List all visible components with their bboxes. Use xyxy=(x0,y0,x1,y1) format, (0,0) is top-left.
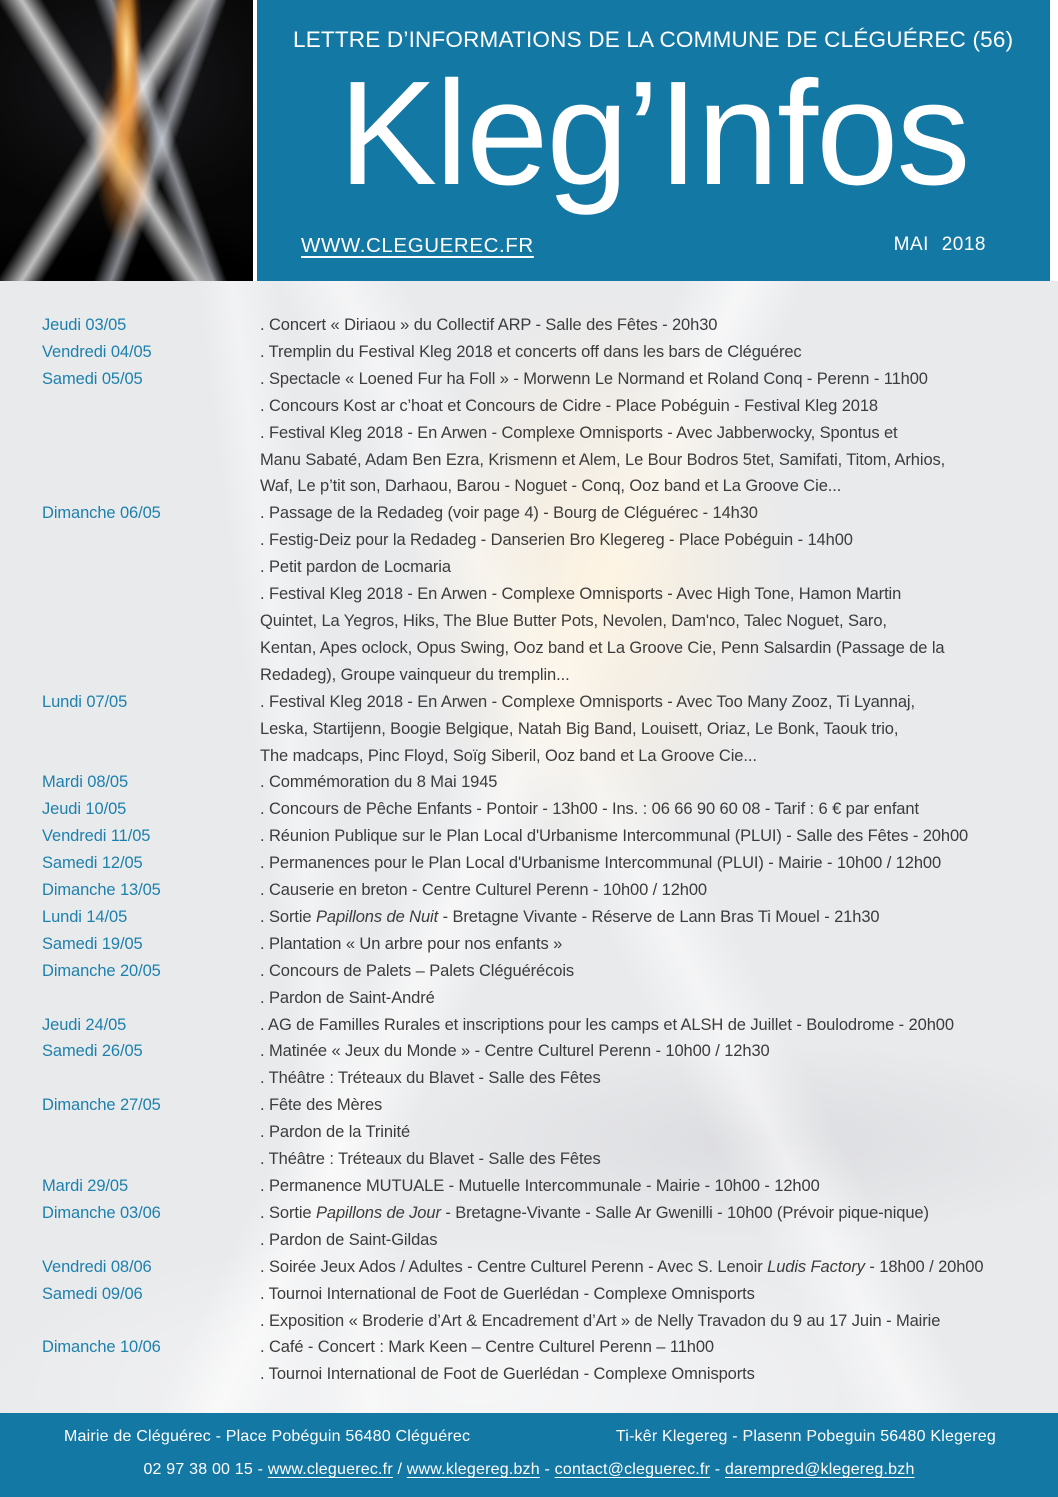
footer-banner xyxy=(0,1413,1058,1497)
event-date xyxy=(42,1361,260,1388)
event-text: Redadeg), Groupe vainqueur du tremplin... xyxy=(260,665,570,684)
event-row xyxy=(42,473,1032,500)
event-date: Dimanche 06/05 xyxy=(42,504,161,523)
event-text: . Commémoration du 8 Mai 1945 xyxy=(260,773,498,792)
event-date: Samedi 19/05 xyxy=(42,934,143,953)
event-row xyxy=(42,420,1032,447)
footer-contact-line: 02 97 38 00 15 - www.cleguerec.fr / www.klegereg.bzh - contact@cleguerec.fr - darempred@klegereg.bzh xyxy=(143,1461,915,1478)
event-row xyxy=(42,1119,1032,1146)
footer-link[interactable]: www.cleguerec.fr xyxy=(267,1461,393,1478)
event-row xyxy=(42,877,1032,904)
event-date: Samedi 26/05 xyxy=(42,1042,143,1061)
event-row xyxy=(42,958,1032,985)
event-text: . Exposition « Broderie d’Art & Encadrement d’Art » de Nelly Travadon du 9 au 17 Juin - Mairie xyxy=(260,1311,941,1330)
event-text: . Matinée « Jeux du Monde » - Centre Culturel Perenn - 10h00 / 12h30 xyxy=(260,1042,770,1061)
header-banner xyxy=(257,0,1050,281)
event-row xyxy=(42,716,1032,743)
event-date xyxy=(42,1119,260,1146)
event-row xyxy=(42,1173,1032,1200)
event-text: . Pardon de la Trinité xyxy=(260,1123,411,1142)
event-text: . Festival Kleg 2018 - En Arwen - Complexe Omnisports - Avec High Tone, Hamon Martin xyxy=(260,585,902,604)
event-row xyxy=(42,904,1032,931)
event-date xyxy=(42,985,260,1012)
event-text: The madcaps, Pinc Floyd, Soïg Siberil, Ooz band et La Groove Cie... xyxy=(260,746,757,765)
event-row xyxy=(42,769,1032,796)
event-date xyxy=(42,743,260,770)
event-text: . Plantation « Un arbre pour nos enfants » xyxy=(260,934,563,953)
event-text: Waf, Le p’tit son, Darhaou, Barou - Noguet - Conq, Ooz band et La Groove Cie... xyxy=(260,477,842,496)
event-row xyxy=(42,985,1032,1012)
event-row xyxy=(42,743,1032,770)
event-row xyxy=(42,1334,1032,1361)
event-row xyxy=(42,823,1032,850)
event-date xyxy=(42,554,260,581)
event-date: Samedi 12/05 xyxy=(42,854,143,873)
footer-link[interactable]: contact@cleguerec.fr xyxy=(554,1461,711,1478)
event-row xyxy=(42,931,1032,958)
event-date xyxy=(42,393,260,420)
event-date xyxy=(42,1308,260,1335)
event-row xyxy=(42,1281,1032,1308)
event-row xyxy=(42,1065,1032,1092)
event-row xyxy=(42,366,1032,393)
event-date: Mardi 08/05 xyxy=(42,773,129,792)
event-text: . Tournoi International de Foot de Guerlédan - Complexe Omnisports xyxy=(260,1365,755,1384)
event-date: Dimanche 03/06 xyxy=(42,1203,161,1222)
event-text: . Permanences pour le Plan Local d'Urbanisme Intercommunal (PLUI) - Mairie - 10h00 / 12h00 xyxy=(260,854,942,873)
event-date xyxy=(42,1146,260,1173)
event-row xyxy=(42,1361,1032,1388)
footer-address-french: Mairie de Cléguérec - Place Pobéguin 56480 Cléguérec xyxy=(64,1428,471,1445)
event-date: Jeudi 03/05 xyxy=(42,316,127,334)
event-row xyxy=(42,1308,1032,1335)
event-text: . Théâtre : Tréteaux du Blavet - Salle des Fêtes xyxy=(260,1069,601,1088)
event-row xyxy=(42,527,1032,554)
event-text: . Café - Concert : Mark Keen – Centre Culturel Perenn – 11h00 xyxy=(260,1338,714,1357)
event-date xyxy=(42,473,260,500)
event-text: . Théâtre : Tréteaux du Blavet - Salle des Fêtes xyxy=(260,1150,601,1169)
event-row xyxy=(42,581,1032,608)
event-text: . Causerie en breton - Centre Culturel Perenn - 10h00 / 12h00 xyxy=(260,881,708,900)
event-date: Mardi 29/05 xyxy=(42,1177,129,1195)
event-text: . Concours Kost ar c’hoat et Concours de Cidre - Place Pobéguin - Festival Kleg 2018 xyxy=(260,396,879,415)
events-list xyxy=(42,312,1032,1388)
event-row xyxy=(42,1254,1032,1281)
event-date xyxy=(42,662,260,689)
event-text: . Soirée Jeux Ados / Adultes - Centre Culturel Perenn - Avec S. Lenoir Ludis Factory - 18h00 / 20h00 xyxy=(260,1257,984,1276)
website-link[interactable]: WWW.CLEGUEREC.FR xyxy=(301,234,534,257)
event-date: Lundi 07/05 xyxy=(42,692,128,711)
event-text: . Réunion Publique sur le Plan Local d'Urbanisme Intercommunal (PLUI) - Salle des Fêtes - 20h00 xyxy=(260,827,969,846)
event-date xyxy=(42,608,260,635)
event-text: . Fête des Mères xyxy=(260,1096,383,1115)
event-text: . AG de Familles Rurales et inscriptions pour les camps et ALSH de Juillet - Boulodrome - 20h00 xyxy=(260,1015,954,1034)
event-date: Jeudi 24/05 xyxy=(42,1015,127,1034)
event-text: . Passage de la Redadeg (voir page 4) - Bourg de Cléguérec - 14h30 xyxy=(260,504,758,523)
concert-photo xyxy=(0,0,253,281)
event-date xyxy=(42,581,260,608)
event-date: Vendredi 04/05 xyxy=(42,342,152,361)
event-row xyxy=(42,339,1032,366)
event-row xyxy=(42,1012,1032,1039)
event-text: . Petit pardon de Locmaria xyxy=(260,558,451,577)
event-date: Dimanche 20/05 xyxy=(42,961,161,980)
event-date xyxy=(42,420,260,447)
footer-address-breton: Ti-kêr Klegereg - Plasenn Pobeguin 56480 Klegereg xyxy=(615,1428,996,1445)
event-row xyxy=(42,312,1032,339)
event-row xyxy=(42,1200,1032,1227)
event-text: Leska, Startijenn, Boogie Belgique, Natah Big Band, Louisett, Oriaz, Le Bonk, Taouk trio, xyxy=(260,719,899,738)
event-text: . Sortie Papillons de Jour - Bretagne-Vivante - Salle Ar Gwenilli - 10h00 (Prévoir pique-nique) xyxy=(260,1203,929,1222)
event-text: . Festig-Deiz pour la Redadeg - Danserien Bro Klegereg - Place Pobéguin - 14h00 xyxy=(260,531,853,550)
event-text: . Spectacle « Loened Fur ha Foll » - Morwenn Le Normand et Roland Conq - Perenn - 11h00 xyxy=(260,369,928,388)
event-date xyxy=(42,527,260,554)
event-row xyxy=(42,447,1032,474)
event-row xyxy=(42,689,1032,716)
newsletter-title: Kleg’Infos xyxy=(338,51,969,216)
event-row xyxy=(42,1092,1032,1119)
event-row xyxy=(42,1038,1032,1065)
event-text: . Pardon de Saint-Gildas xyxy=(260,1230,438,1249)
event-date xyxy=(42,1065,260,1092)
event-date xyxy=(42,635,260,662)
event-row xyxy=(42,500,1032,527)
event-date: Dimanche 27/05 xyxy=(42,1096,161,1115)
event-text: . Festival Kleg 2018 - En Arwen - Complexe Omnisports - Avec Too Many Zooz, Ti Lyannaj, xyxy=(260,692,915,711)
event-text: . Permanence MUTUALE - Mutuelle Intercommunale - Mairie - 10h00 - 12h00 xyxy=(260,1177,820,1195)
event-date xyxy=(42,447,260,474)
newsletter-subtitle: LETTRE D’INFORMATIONS DE LA COMMUNE DE CLÉGUÉREC (56) xyxy=(293,27,1014,52)
event-row xyxy=(42,796,1032,823)
event-text: Quintet, La Yegros, Hiks, The Blue Butter Pots, Nevolen, Dam'nco, Talec Noguet, Saro, xyxy=(260,611,887,630)
event-date: Dimanche 10/06 xyxy=(42,1338,161,1357)
event-text: . Festival Kleg 2018 - En Arwen - Complexe Omnisports - Avec Jabberwocky, Spontus et xyxy=(260,423,898,442)
event-row xyxy=(42,635,1032,662)
event-row xyxy=(42,608,1032,635)
event-date: Lundi 14/05 xyxy=(42,907,128,926)
footer-addresses xyxy=(64,1428,996,1446)
footer-link[interactable]: www.klegereg.bzh xyxy=(406,1461,540,1478)
event-row xyxy=(42,393,1032,420)
event-text: Kentan, Apes oclock, Opus Swing, Ooz band et La Groove Cie, Penn Salsardin (Passage de la xyxy=(260,638,945,657)
event-date: Samedi 09/06 xyxy=(42,1284,143,1303)
event-date xyxy=(42,1227,260,1254)
event-text: . Concert « Diriaou » du Collectif ARP - Salle des Fêtes - 20h30 xyxy=(260,316,718,334)
event-text: . Sortie Papillons de Nuit - Bretagne Vivante - Réserve de Lann Bras Ti Mouel - 21h30 xyxy=(260,907,880,926)
event-row xyxy=(42,554,1032,581)
footer-link[interactable]: darempred@klegereg.bzh xyxy=(724,1461,915,1478)
event-text: . Tournoi International de Foot de Guerlédan - Complexe Omnisports xyxy=(260,1284,755,1303)
event-row xyxy=(42,1146,1032,1173)
event-text: . Concours de Palets – Palets Cléguérécois xyxy=(260,961,575,980)
event-date: Jeudi 10/05 xyxy=(42,800,127,819)
event-text: . Concours de Pêche Enfants - Pontoir - 13h00 - Ins. : 06 66 90 60 08 - Tarif : 6 € par enfant xyxy=(260,800,919,819)
event-text: . Tremplin du Festival Kleg 2018 et concerts off dans les bars de Cléguérec xyxy=(260,342,802,361)
event-row xyxy=(42,1227,1032,1254)
issue-date: MAI 2018 xyxy=(893,234,986,255)
event-text: Manu Sabaté, Adam Ben Ezra, Krismenn et Alem, Le Bour Bodros 5tet, Samifati, Titom, Arhios, xyxy=(260,450,946,469)
event-text: . Pardon de Saint-André xyxy=(260,988,435,1007)
event-date xyxy=(42,716,260,743)
event-row xyxy=(42,662,1032,689)
event-date: Vendredi 08/06 xyxy=(42,1257,152,1276)
event-row xyxy=(42,850,1032,877)
event-date: Samedi 05/05 xyxy=(42,369,143,388)
event-date: Dimanche 13/05 xyxy=(42,881,161,900)
event-date: Vendredi 11/05 xyxy=(42,827,151,846)
